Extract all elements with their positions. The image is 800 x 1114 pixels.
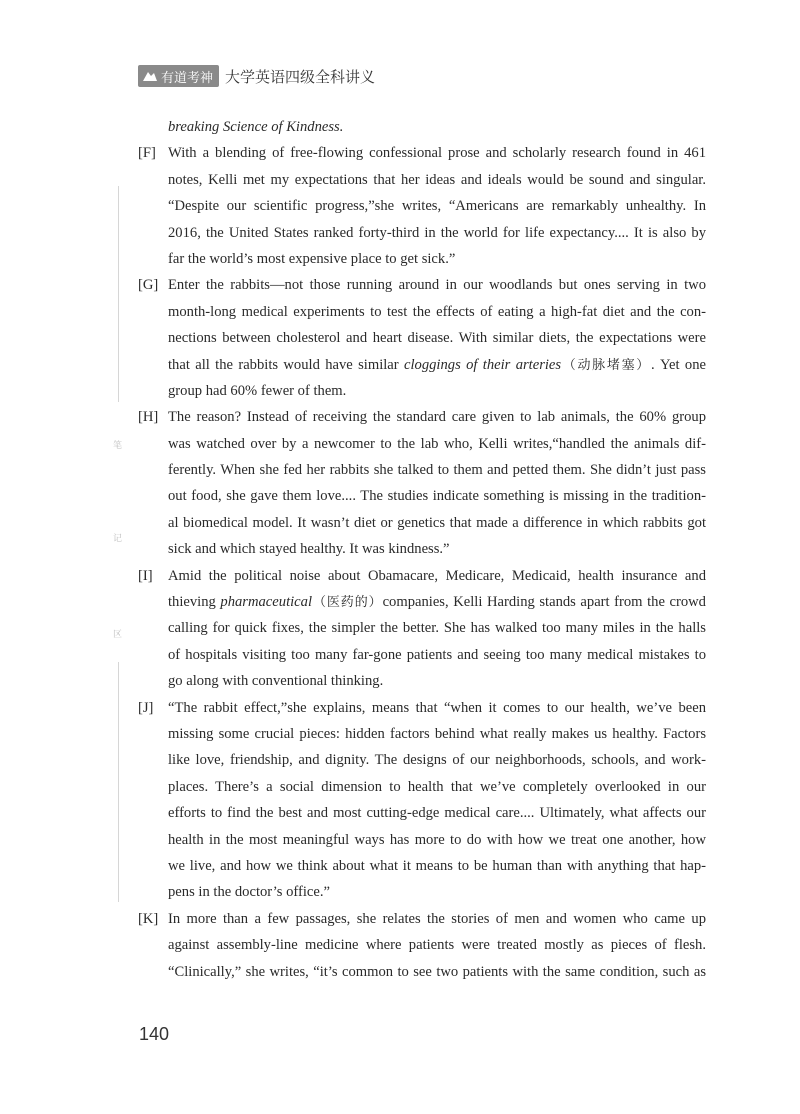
line-text: Amid the political noise about Obamacare, Medicare, Medicaid, health insurance and	[168, 567, 706, 584]
line-text: we live, and how we think about what it means to be human than with anything that hap-	[168, 857, 706, 874]
line-text: pens in the doctor’s office.”	[168, 884, 330, 901]
text-line	[168, 378, 706, 404]
text-line	[168, 510, 706, 536]
line-text: that all the rabbits would have similar	[168, 356, 404, 373]
text-line	[168, 615, 706, 641]
line-text: of hospitals visiting too many far-gone patients and seeing too many medical mistakes to	[168, 646, 706, 663]
line-text: nections between cholesterol and heart disease. With similar diets, the expectations were	[168, 330, 706, 347]
text-line	[168, 246, 706, 272]
line-text-after: companies, Kelli Harding stands apart from the crowd	[382, 594, 706, 611]
paragraph-label: [J]	[138, 699, 154, 716]
text-line	[138, 906, 706, 932]
line-text: “Despite our scientific progress,”she writes, “Americans are remarkably unhealthy. In	[168, 198, 706, 215]
margin-note-char: 笔	[113, 441, 123, 451]
text-line	[168, 747, 706, 773]
article-body	[138, 114, 706, 985]
line-text: against assembly-line medicine where patients were treated mostly as pieces of flesh.	[168, 937, 706, 954]
text-line	[168, 721, 706, 747]
line-text: like love, friendship, and dignity. The designs of our neighborhoods, schools, and work-	[168, 752, 706, 769]
line-text: 2016, the United States ranked forty-third in the world for life expectancy.... It is also by	[168, 224, 706, 241]
text-line	[168, 853, 706, 879]
text-line	[138, 404, 706, 430]
line-text: out food, she gave them love.... The studies indicate something is missing in the tradition-	[168, 488, 706, 505]
text-line	[168, 220, 706, 246]
line-text: go along with conventional thinking.	[168, 673, 384, 690]
line-text: “Clinically,” she writes, “it’s common to see two patients with the same condition, such as	[168, 963, 706, 980]
text-line	[168, 114, 706, 140]
text-line	[168, 431, 706, 457]
text-line	[168, 483, 706, 509]
paragraph-label: [G]	[138, 277, 159, 294]
text-line	[168, 668, 706, 694]
text-line	[138, 140, 706, 166]
italic-term: cloggings of their arteries	[404, 356, 562, 373]
line-text: “The rabbit effect,”she explains, means that “when it comes to our health, we’ve been	[168, 699, 706, 716]
chinese-gloss: （动脉堵塞）	[561, 357, 651, 373]
text-line	[168, 352, 706, 378]
line-text: was watched over by a newcomer to the lab who, Kelli writes,“handled the animals dif-	[168, 435, 706, 452]
line-text: Enter the rabbits—not those running around in our woodlands but ones serving in two	[168, 277, 706, 294]
line-text: al biomedical model. It wasn’t diet or genetics that made a difference in which rabbits got	[168, 514, 706, 531]
line-text: month-long medical experiments to test the effects of eating a high-fat diet and the con-	[168, 303, 706, 320]
margin-note-char: 区	[113, 630, 123, 640]
book-title: 大学英语四级全科讲义	[225, 67, 376, 86]
text-line	[168, 879, 706, 905]
text-line	[168, 932, 706, 958]
text-line	[168, 959, 706, 985]
text-line	[138, 272, 706, 298]
line-text: group had 60% fewer of them.	[168, 382, 347, 399]
text-line	[168, 325, 706, 351]
text-line	[168, 299, 706, 325]
text-line	[138, 563, 706, 589]
text-line	[168, 827, 706, 853]
paragraph-label: [F]	[138, 145, 156, 162]
text-line	[168, 642, 706, 668]
line-text: thieving	[168, 594, 221, 611]
text-line	[168, 800, 706, 826]
text-line	[168, 536, 706, 562]
text-line	[168, 193, 706, 219]
text-line	[138, 695, 706, 721]
brand-logo	[138, 65, 219, 87]
line-text: calling for quick fixes, the simpler the better. She has walked too many miles in the halls	[168, 620, 706, 637]
line-text: With a blending of free-flowing confessional prose and scholarly research found in 461	[168, 145, 706, 162]
chinese-gloss: （医药的）	[312, 595, 383, 611]
line-text: ferently. When she fed her rabbits she talked to them and petted them. She didn’t just pass	[168, 462, 706, 479]
line-text-after: . Yet one	[650, 356, 706, 373]
margin-rule-bottom	[118, 662, 119, 902]
line-text: missing some crucial pieces: hidden factors behind what really makes us healthy. Factors	[168, 725, 706, 742]
page-number: 140	[139, 1024, 170, 1044]
text-line	[168, 774, 706, 800]
line-text: notes, Kelli met my expectations that her ideas and ideals would be sound and singular.	[168, 171, 706, 188]
italic-term: pharmaceutical	[220, 594, 313, 611]
page-header	[138, 64, 375, 88]
line-text: breaking Science of Kindness.	[168, 119, 344, 135]
brand-name: 有道考神	[161, 70, 214, 86]
paragraph-label: [I]	[138, 567, 153, 584]
line-text: The reason? Instead of receiving the standard care given to lab animals, the 60% group	[168, 409, 706, 426]
margin-note-char: 记	[113, 534, 123, 544]
line-text: far the world’s most expensive place to get sick.”	[168, 250, 456, 267]
line-text: places. There’s a social dimension to health that we’ve completely overlooked in our	[168, 778, 706, 795]
margin-rule-top	[118, 186, 119, 402]
line-text: efforts to find the best and most cutting-edge medical care.... Ultimately, what affects our	[168, 805, 706, 822]
paragraph-label: [H]	[138, 409, 159, 426]
line-text: In more than a few passages, she relates the stories of men and women who came up	[168, 910, 706, 927]
line-text: health in the most meaningful ways has more to do with how we treat one another, how	[168, 831, 706, 848]
paragraph-label: [K]	[138, 910, 159, 927]
text-line	[168, 167, 706, 193]
line-text: sick and which stayed healthy. It was kindness.”	[168, 541, 450, 558]
text-line	[168, 457, 706, 483]
text-line	[168, 589, 706, 615]
brand-icon	[142, 69, 158, 83]
